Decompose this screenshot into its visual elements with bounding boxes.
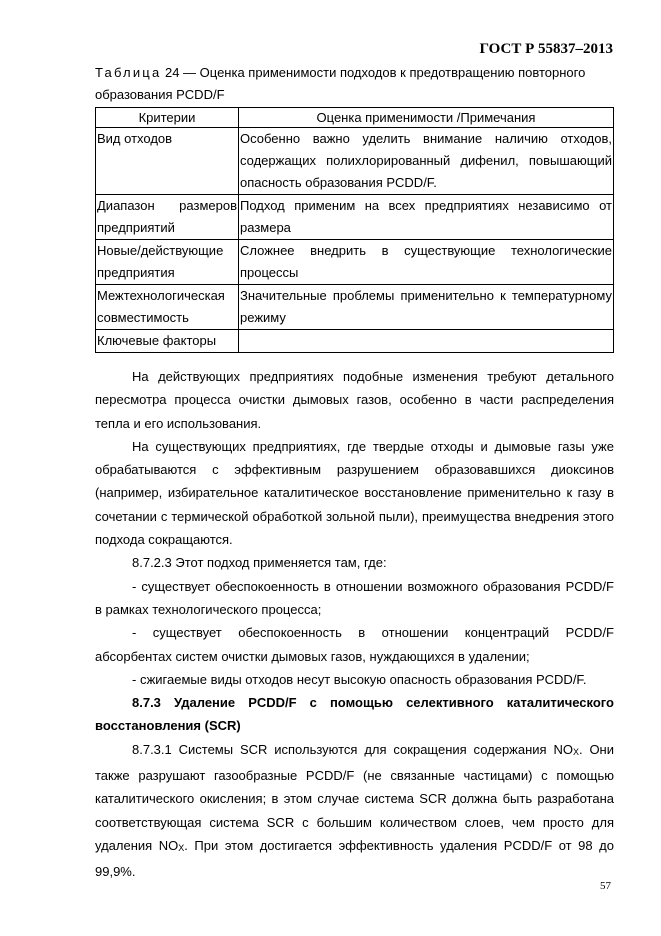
page-number: 57	[600, 880, 611, 892]
table-cell-assessment: Значительные проблемы применительно к температурному режиму	[239, 285, 614, 330]
scr-text-b: . Они также разрушают газообразные PCDD/F (не связанные частицами) с помощью каталитического окисления; в этом случае система SCR должна быть разработана соответствующая система SCR с большим количеством слоев, чем просто для удаления NO	[95, 741, 614, 853]
paragraph	[95, 738, 614, 884]
scr-text-c: . При этом достигается эффективность удаления PCDD/F от 98 до 99,9%.	[95, 837, 615, 880]
table-cell-assessment	[239, 330, 614, 353]
table-row	[96, 240, 614, 285]
paragraph: 8.7.2.3 Этот подход применяется там, где:	[132, 555, 387, 571]
table-caption-text: 24 — Оценка применимости подходов к предотвращению повторного образования PCDD/F	[95, 65, 586, 102]
paragraph: На существующих предприятиях, где твердые отходы и дымовые газы уже обрабатываются с эффективным разрушением образовавшихся диоксинов (например, избирательное каталитическое восстановление применительно к газу в сочетании с термической обработкой зольной пыли), преимущества внедрения этого подхода сокращаются.	[95, 438, 614, 548]
table-cell-assessment: Сложнее внедрить в существующие технологические процессы	[239, 240, 614, 285]
list-item: - существует обеспокоенность в отношении концентраций PCDD/F абсорбентах систем очистки дымовых газов, нуждающихся в удалении;	[95, 625, 614, 664]
table-row	[96, 128, 614, 195]
table-caption	[95, 62, 615, 106]
table-cell-assessment: Подход применим на всех предприятиях независимо от размера	[239, 195, 614, 240]
column-header-assessment: Оценка применимости /Примечания	[239, 108, 614, 128]
applicability-table	[95, 107, 614, 353]
list-item: - существует обеспокоенность в отношении возможного образования PCDD/F в рамках технологического процесса;	[95, 578, 614, 617]
table-cell-criterion: Ключевые факторы	[96, 330, 239, 353]
table-cell-criterion: Межтехнологическая совместимость	[96, 285, 239, 330]
table-cell-criterion: Диапазон размеров предприятий	[96, 195, 239, 240]
table-cell-assessment: Особенно важно уделить внимание наличию отходов, содержащих полихлорированный дифенил, повышающий опасность образования PCDD/F.	[239, 128, 614, 195]
document-code: ГОСТ Р 55837–2013	[479, 41, 613, 57]
list-item: - сжигаемые виды отходов несут высокую опасность образования PCDD/F.	[132, 671, 587, 687]
table-header-row	[96, 108, 614, 128]
table-row	[96, 195, 614, 240]
table-row	[96, 285, 614, 330]
table-caption-word: Таблица	[95, 65, 162, 80]
table-row	[96, 330, 614, 353]
body-text	[95, 365, 614, 884]
scr-text-a: 8.7.3.1 Системы SCR используются для сокращения содержания NO	[132, 741, 573, 757]
section-heading: 8.7.3 Удаление PCDD/F с помощью селективного каталитического восстановления (SCR)	[95, 695, 614, 734]
paragraph: На действующих предприятиях подобные изменения требуют детального пересмотра процесса очистки дымовых газов, особенно в части распределения тепла и его использования.	[95, 369, 614, 431]
table-cell-criterion: Вид отходов	[96, 128, 239, 195]
column-header-criteria: Критерии	[96, 108, 239, 128]
subscript-x: X	[572, 746, 579, 757]
subscript-x: X	[178, 842, 185, 853]
table-cell-criterion: Новые/действующие предприятия	[96, 240, 239, 285]
